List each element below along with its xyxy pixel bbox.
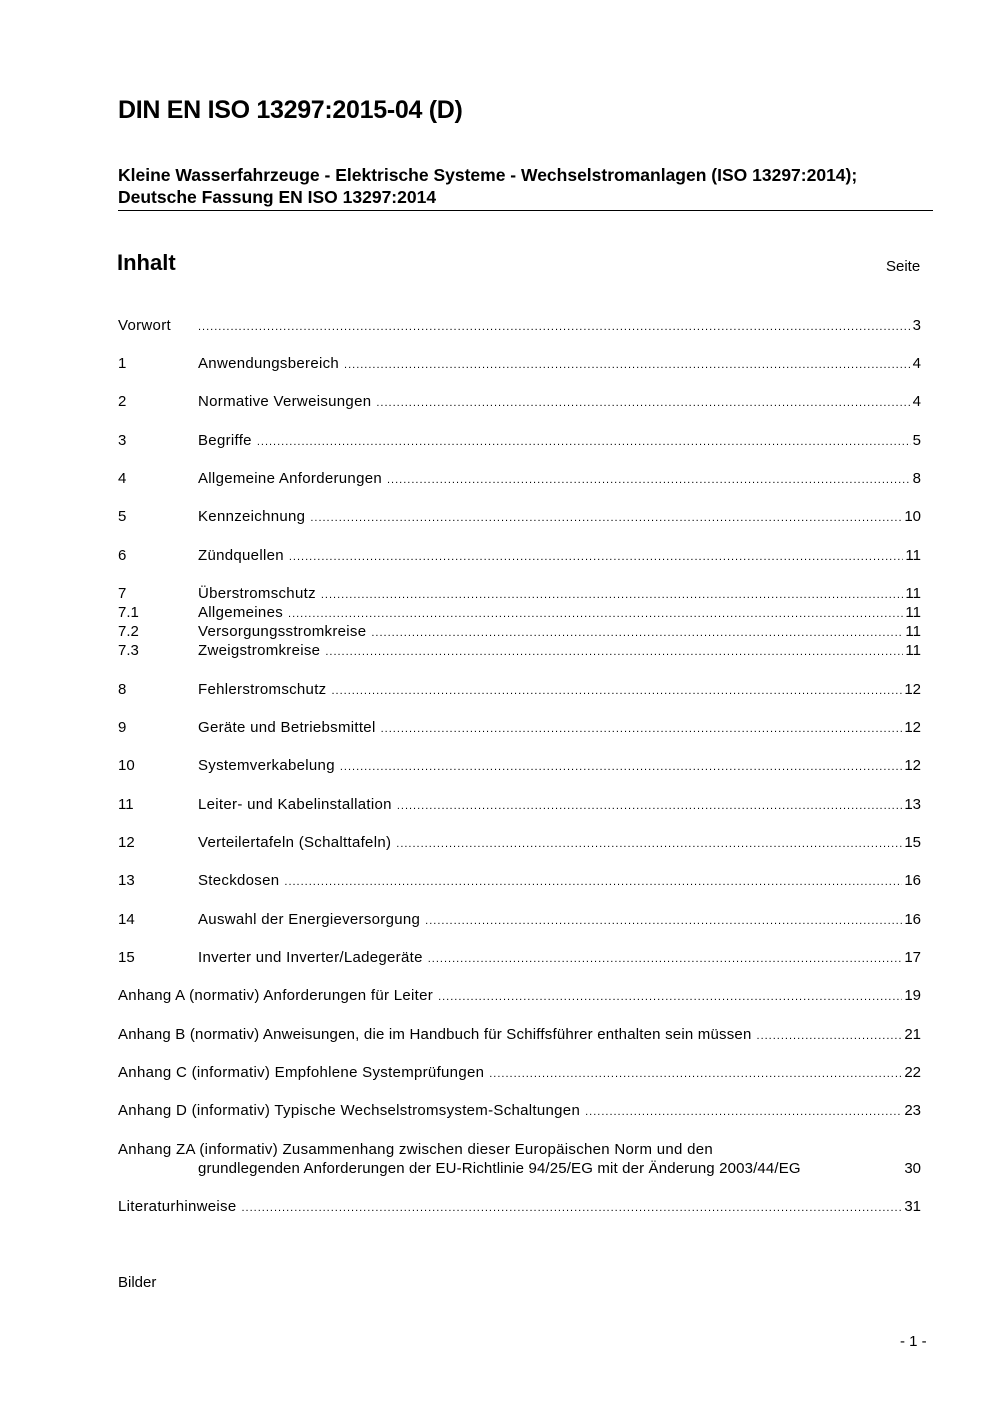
toc-heading: Inhalt (117, 250, 176, 275)
toc-entry-page: 11 (905, 623, 921, 640)
toc-entry-label: Normative Verweisungen (198, 393, 372, 410)
toc-entry-page: 15 (904, 834, 921, 851)
toc-entry-page: 11 (905, 585, 921, 602)
header-rule (118, 210, 933, 211)
toc-entry-label: Allgemeine Anforderungen (198, 470, 382, 487)
toc-entry-number: 11 (118, 796, 134, 813)
toc-entry-label: Versorgungsstromkreise (198, 623, 367, 640)
leader-dots (257, 433, 911, 452)
toc-entry-page: 5 (912, 432, 921, 449)
toc-entry[interactable] (118, 354, 921, 373)
toc-annex-a[interactable] (118, 986, 921, 1005)
toc-entry-label: Zündquellen (198, 547, 284, 564)
toc-entry-page: 11 (905, 547, 921, 564)
toc-entry[interactable] (118, 833, 921, 852)
toc-entry-number: 6 (118, 547, 127, 564)
leader-dots (344, 356, 911, 375)
toc-entry-label: Anhang C (informativ) Empfohlene Systemprüfungen (118, 1064, 485, 1081)
toc-entry-page: 11 (905, 642, 921, 659)
leader-dots (425, 912, 902, 931)
toc-entry-number: 12 (118, 834, 135, 851)
toc-entry-page: 10 (904, 508, 921, 525)
toc-entry-number: 1 (118, 355, 127, 372)
toc-entry-label: Literaturhinweise (118, 1198, 237, 1215)
toc-annex-c[interactable] (118, 1063, 921, 1082)
toc-entry-number: 7.2 (118, 623, 139, 640)
toc-entry[interactable] (118, 584, 921, 603)
toc-entry[interactable] (118, 948, 921, 967)
leader-dots (198, 318, 911, 337)
toc-entry-label: Kennzeichnung (198, 508, 306, 525)
toc-bibliography[interactable] (118, 1197, 921, 1216)
toc-entry-label: Anhang D (informativ) Typische Wechselstromsystem-Schaltungen (118, 1102, 581, 1119)
toc-entry-number: 4 (118, 470, 127, 487)
page-column-label: Seite (886, 258, 921, 275)
toc-entry[interactable] (118, 641, 921, 660)
toc-entry-page: 19 (904, 987, 921, 1004)
toc-entry[interactable] (118, 910, 921, 929)
toc-entry-label: Zweigstromkreise (198, 642, 321, 659)
toc-entry-label-continued: grundlegenden Anforderungen der EU-Richtlinie 94/25/EG mit der Änderung 2003/44/EG (198, 1160, 801, 1177)
toc-entry-page: 30 (904, 1160, 921, 1177)
leader-dots (396, 835, 902, 854)
toc-entry[interactable] (118, 871, 921, 890)
toc-entry-page: 17 (904, 949, 921, 966)
toc-entry-number: 3 (118, 432, 127, 449)
leader-dots (585, 1103, 902, 1122)
toc-entry-label: Inverter und Inverter/Ladegeräte (198, 949, 423, 966)
leader-dots (438, 988, 902, 1007)
toc-annex-za[interactable] (118, 1140, 921, 1178)
toc-entry-label: Auswahl der Energieversorgung (198, 911, 421, 928)
toc-entry-number: 7 (118, 585, 127, 602)
toc-entry[interactable] (118, 392, 921, 411)
toc-entry-page: 11 (905, 604, 921, 621)
leader-dots (289, 548, 904, 567)
toc-entry-number: 13 (118, 872, 135, 889)
toc-entry-label: Geräte und Betriebsmittel (198, 719, 376, 736)
toc-entry-number: 2 (118, 393, 127, 410)
toc-entry[interactable] (118, 756, 921, 775)
toc-entry-number: 8 (118, 681, 127, 698)
toc-annex-b[interactable] (118, 1025, 921, 1044)
figures-heading: Bilder (118, 1274, 157, 1291)
toc-entry[interactable] (118, 622, 921, 641)
toc-entry-number: 15 (118, 949, 135, 966)
toc-entry[interactable] (118, 431, 921, 450)
page-number: - 1 - (900, 1333, 927, 1350)
leader-dots (387, 471, 911, 490)
leader-dots (757, 1027, 903, 1046)
toc-entry-label: Begriffe (198, 432, 252, 449)
toc-entry-page: 12 (904, 681, 921, 698)
toc-entry-label: Fehlerstromschutz (198, 681, 327, 698)
toc-entry-page: 4 (912, 393, 921, 410)
toc-entry[interactable] (118, 507, 921, 526)
leader-dots (284, 873, 902, 892)
toc-entry-number: 14 (118, 911, 135, 928)
toc-entry-page: 3 (912, 317, 921, 334)
leader-dots (381, 720, 903, 739)
toc-entry-page: 16 (904, 872, 921, 889)
toc-entry-number: 9 (118, 719, 127, 736)
leader-dots (397, 797, 902, 816)
toc-entry-label: Anhang A (normativ) Anforderungen für Leiter (118, 987, 434, 1004)
toc-entry-label: Verteilertafeln (Schalttafeln) (198, 834, 392, 851)
toc-entry[interactable] (118, 718, 921, 737)
leader-dots (331, 682, 902, 701)
toc-entry-label: Steckdosen (198, 872, 280, 889)
toc-entry-number: 5 (118, 508, 127, 525)
toc-entry[interactable] (118, 603, 921, 622)
toc-entry-label: Vorwort (118, 317, 171, 334)
document-subtitle: Kleine Wasserfahrzeuge - Elektrische Systeme - Wechselstromanlagen (ISO 13297:2014); Deutsche Fassung EN ISO 13297:2014 (118, 165, 858, 207)
toc-entry-vorwort[interactable] (118, 316, 921, 335)
toc-entry-page: 16 (904, 911, 921, 928)
toc-entry-page: 23 (904, 1102, 921, 1119)
toc-entry-label: Systemverkabelung (198, 757, 335, 774)
toc-entry[interactable] (118, 546, 921, 565)
toc-entry-label: Überstromschutz (198, 585, 316, 602)
leader-dots (428, 950, 903, 969)
toc-entry-page: 31 (904, 1198, 921, 1215)
toc-entry-label: Anwendungsbereich (198, 355, 340, 372)
toc-entry-page: 8 (912, 470, 921, 487)
toc-entry[interactable] (118, 680, 921, 699)
toc-entry-label: Anhang ZA (informativ) Zusammenhang zwischen dieser Europäischen Norm und den (118, 1141, 714, 1158)
toc-entry-page: 13 (904, 796, 921, 813)
toc-entry-label: Anhang B (normativ) Anweisungen, die im Handbuch für Schiffsführer enthalten sein müssen (118, 1026, 752, 1043)
leader-dots (376, 394, 910, 413)
toc-entry-page: 12 (904, 757, 921, 774)
toc-entry-page: 21 (904, 1026, 921, 1043)
leader-dots (325, 643, 903, 662)
leader-dots (489, 1065, 902, 1084)
toc-entry-page: 22 (904, 1064, 921, 1081)
toc-annex-d[interactable] (118, 1101, 921, 1120)
toc-entry-label: Leiter- und Kabelinstallation (198, 796, 392, 813)
toc-entry-number: 7.1 (118, 604, 139, 621)
toc-entry[interactable] (118, 795, 921, 814)
toc-entry-number: 10 (118, 757, 135, 774)
toc-entry-page: 4 (912, 355, 921, 372)
leader-dots (242, 1199, 903, 1218)
document-title: DIN EN ISO 13297:2015-04 (D) (118, 96, 463, 124)
toc-entry-label: Allgemeines (198, 604, 284, 621)
leader-dots (340, 758, 902, 777)
toc-entry-number: 7.3 (118, 642, 139, 659)
leader-dots (310, 509, 902, 528)
toc-entry[interactable] (118, 469, 921, 488)
toc-entry-page: 12 (904, 719, 921, 736)
